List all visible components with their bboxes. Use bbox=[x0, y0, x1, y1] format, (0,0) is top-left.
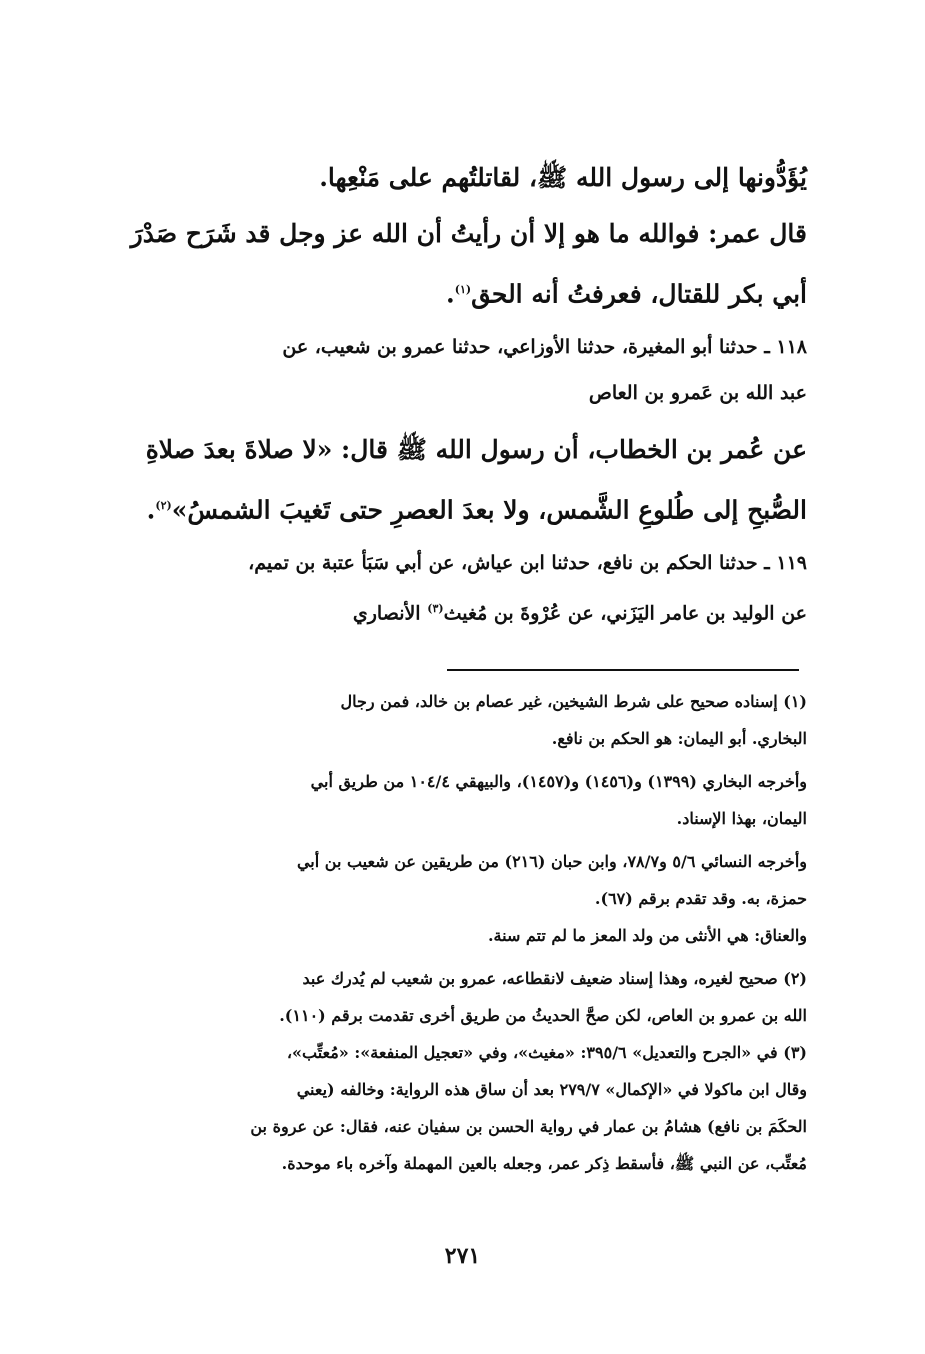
text-line: قال عمر: فوالله ما هو إلا أن رأيتُ أن الله عز وجل قد شَرَح صَدْرَ bbox=[130, 219, 807, 248]
footnote-line: وأخرجه النسائي ٥/٦ و٧٨/٧، وابن حبان (٢١٦) من طريقين عن شعيب بن أبي bbox=[296, 852, 807, 871]
footnote-separator bbox=[447, 669, 799, 671]
footnote-line: الله بن عمرو بن العاص، لكن صحَّ الحديثُ من طريق أخرى تقدمت برقم (١١٠). bbox=[279, 1006, 807, 1025]
footnote-line: وأخرجه البخاري (١٣٩٩) و(١٤٥٦) و(١٤٥٧)، والبيهقي ١٠٤/٤ من طريق أبي bbox=[310, 772, 807, 791]
main-text bbox=[107, 150, 807, 632]
text-line: عن عُمر بن الخطاب، أن رسول الله ﷺ قال: «لا صلاةَ بعدَ صلاةِ bbox=[145, 435, 807, 464]
text-line bbox=[107, 586, 807, 632]
text-fragment: الأنصاري bbox=[352, 602, 428, 625]
footnote-line: حمزة، به. وقد تقدم برقم (٦٧). bbox=[594, 889, 807, 908]
text-fragment: أبي بكر للقتال، فعرفتُ أنه الحق bbox=[471, 279, 807, 309]
footnote-line: مُعتِّب، عن النبي ﷺ، فأسقط ذِكر عمر، وجعله بالعين المهملة وآخره باء موحدة. bbox=[281, 1154, 807, 1173]
text-fragment: عن الوليد بن عامر اليَزَني، عن عُرْوةَ بن مُغيث bbox=[443, 602, 807, 625]
footnote-line: وقال ابن ماكولا في «الإكمال» ٢٧٩/٧ بعد أن ساق هذه الرواية: وخالفه (يعني bbox=[296, 1080, 807, 1099]
text-fragment: الصُّبحِ إلى طُلوعِ الشَّمس، ولا بعدَ العصرِ حتى تَغيبَ الشمسُ» bbox=[171, 495, 807, 525]
hadith-118-isnad: ١١٨ ـ حدثنا أبو المغيرة، حدثنا الأوزاعي، حدثنا عمرو بن شعيب، عن bbox=[282, 336, 807, 358]
text-line bbox=[107, 478, 807, 534]
text-fragment: . bbox=[446, 279, 455, 309]
text-line: يُؤَدُّونها إلى رسول الله ﷺ، لقاتلتُهم على مَنْعِها. bbox=[319, 163, 807, 192]
footnote-line: (٢) صحيح لغيره، وهذا إسناد ضعيف لانقطاعه، عمرو بن شعيب لم يُدرك عبد bbox=[302, 969, 807, 988]
text-line bbox=[107, 262, 807, 318]
text-fragment: . bbox=[146, 495, 156, 525]
footnotes bbox=[107, 683, 807, 1182]
text-line: عبد الله بن عَمرو بن العاص bbox=[588, 382, 807, 404]
footnote-line: (١) إسناده صحيح على شرط الشيخين، غير عصام بن خالد، فمن رجال bbox=[340, 692, 807, 711]
footnote-ref: (١) bbox=[454, 283, 472, 296]
footnote-line: اليمان، بهذا الإسناد. bbox=[676, 809, 807, 828]
page-number: ٢٧١ bbox=[444, 1243, 481, 1269]
footnote-line: (٣) في «الجرح والتعديل» ٣٩٥/٦: «مغيث»، وفي «تعجيل المنفعة»: «مُعتِّب»، bbox=[286, 1043, 807, 1062]
footnote-line: البخاري. أبو اليمان: هو الحكم بن نافع. bbox=[551, 729, 807, 748]
footnote-ref: (٢) bbox=[155, 499, 172, 512]
footnote-ref: (٣) bbox=[427, 602, 444, 615]
hadith-119-isnad: ١١٩ ـ حدثنا الحكم بن نافع، حدثنا ابن عياش، عن أبي سَبَأ عتبة بن تميم، bbox=[248, 552, 807, 574]
footnote-line: الحكَمَ بن نافع) هشامُ بن عمار في رواية الحسن بن سفيان عنه، فقال: عن عروة بن bbox=[250, 1117, 807, 1136]
footnote-line: والعناق: هي الأنثى من ولد المعز ما لم تتم سنة. bbox=[487, 926, 807, 945]
